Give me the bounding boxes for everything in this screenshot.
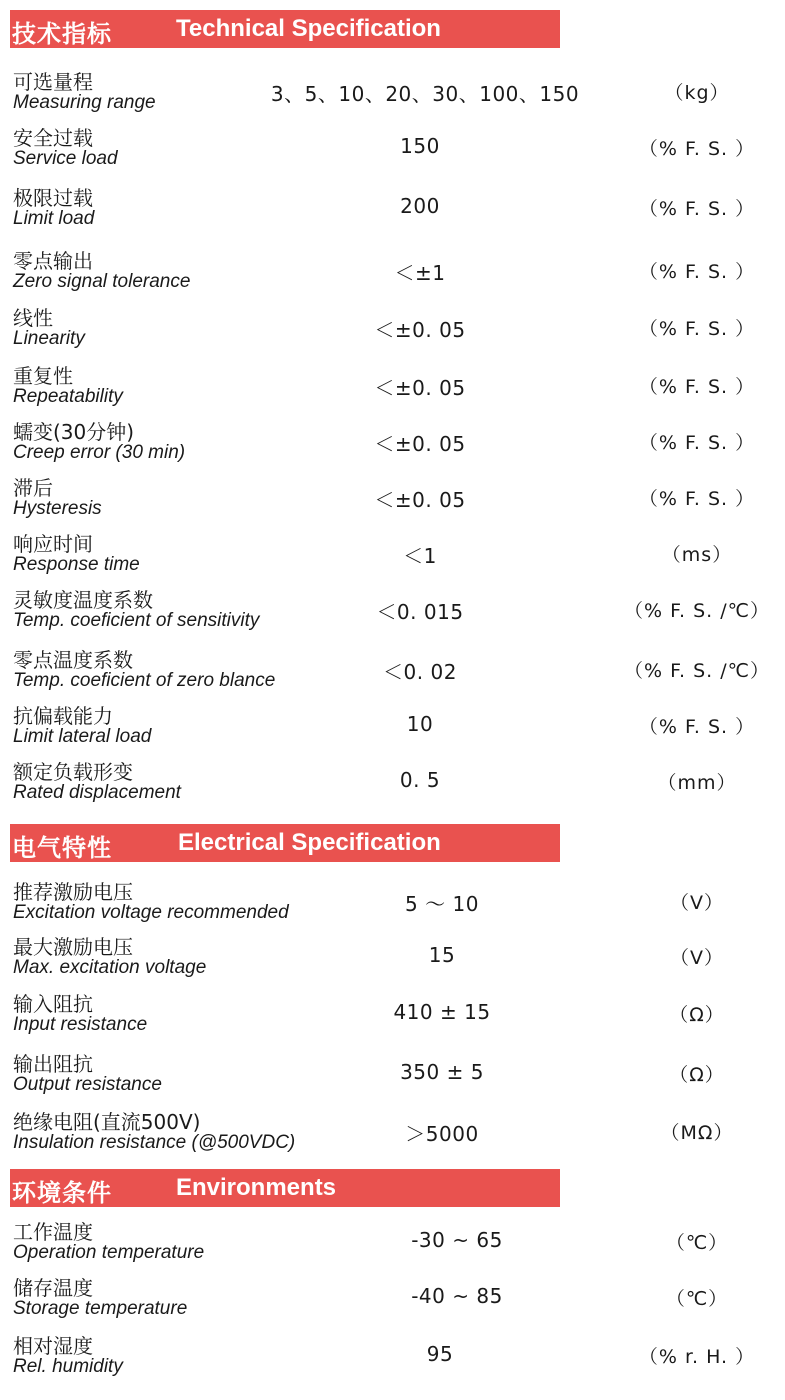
- spec-row-limit-load: [0, 182, 785, 238]
- spec-label-cn: 蠕变(30分钟): [13, 420, 135, 444]
- section-title-cn: 环境条件: [12, 1179, 112, 1207]
- spec-value: ＜0. 015: [376, 600, 464, 624]
- spec-label-en: Max. excitation voltage: [13, 957, 207, 978]
- section-title-en: Electrical Specification: [178, 829, 441, 856]
- spec-row-max-excitation: [0, 931, 785, 987]
- spec-unit: （% r. H. ）: [638, 1346, 756, 1368]
- spec-label-en: Measuring range: [13, 92, 156, 113]
- spec-label-en: Repeatability: [13, 386, 123, 407]
- section-header-technical: [10, 10, 560, 48]
- spec-row-measuring-range: [0, 66, 785, 122]
- spec-value: ＜0. 02: [383, 660, 457, 684]
- spec-value: 95: [426, 1342, 454, 1366]
- spec-value: ＜±0. 05: [374, 376, 466, 400]
- spec-label-cn: 额定负载形变: [13, 760, 133, 784]
- spec-label-cn: 最大激励电压: [13, 935, 133, 959]
- spec-value: 5 ～ 10: [405, 892, 479, 916]
- spec-label-en: Insulation resistance (@500VDC): [13, 1132, 296, 1153]
- spec-label-cn: 重复性: [13, 364, 73, 388]
- spec-unit: （% F. S. ）: [638, 318, 756, 340]
- spec-value: 410 ± 15: [393, 1000, 491, 1024]
- spec-value: 3、5、10、20、30、100、150: [270, 82, 580, 106]
- spec-label-cn: 相对湿度: [13, 1334, 93, 1358]
- spec-label-cn: 零点输出: [13, 249, 93, 273]
- spec-label-en: Creep error (30 min): [13, 442, 186, 463]
- spec-value: ＜±0. 05: [374, 488, 466, 512]
- spec-unit: （V）: [670, 892, 724, 914]
- spec-label-en: Service load: [13, 148, 118, 169]
- spec-row-zero-signal: [0, 245, 785, 301]
- spec-label-en: Response time: [13, 554, 140, 575]
- spec-value: ＜±0. 05: [374, 432, 466, 456]
- spec-row-lateral-load: [0, 700, 785, 756]
- spec-row-input-resistance: [0, 988, 785, 1044]
- spec-label-cn: 推荐激励电压: [13, 880, 133, 904]
- spec-row-output-resistance: [0, 1048, 785, 1104]
- spec-unit: （MΩ）: [660, 1122, 734, 1144]
- spec-unit: （% F. S. ）: [638, 198, 756, 220]
- section-title-cn: 技术指标: [12, 20, 112, 48]
- spec-label-en: Zero signal tolerance: [13, 271, 191, 292]
- spec-value: -30 ~ 65: [411, 1228, 503, 1252]
- spec-value: 200: [400, 194, 440, 218]
- spec-row-rel-humidity: [0, 1330, 785, 1386]
- spec-unit: （% F. S. ）: [638, 376, 756, 398]
- spec-unit: （Ω）: [669, 1004, 725, 1026]
- spec-unit: （% F. S. ）: [638, 716, 756, 738]
- spec-row-repeatability: [0, 360, 785, 416]
- spec-value: -40 ~ 85: [411, 1284, 503, 1308]
- spec-value: ＜1: [403, 544, 437, 568]
- spec-row-linearity: [0, 302, 785, 358]
- spec-row-creep-error: [0, 416, 785, 472]
- spec-value: 150: [400, 134, 440, 158]
- spec-unit: （℃）: [665, 1232, 729, 1254]
- spec-label-cn: 灵敏度温度系数: [13, 588, 153, 612]
- spec-label-cn: 极限过载: [13, 186, 93, 210]
- spec-label-en: Output resistance: [13, 1074, 162, 1095]
- spec-row-storage-temp: [0, 1272, 785, 1328]
- spec-row-hysteresis: [0, 472, 785, 528]
- spec-label-cn: 抗偏载能力: [13, 704, 113, 728]
- spec-label-cn: 可选量程: [13, 70, 93, 94]
- spec-label-en: Hysteresis: [13, 498, 102, 519]
- spec-unit: （% F. S. ）: [638, 261, 756, 283]
- spec-unit: （% F. S. ）: [638, 488, 756, 510]
- spec-label-en: Temp. coeficient of sensitivity: [13, 610, 260, 631]
- section-header-environments: [10, 1169, 560, 1207]
- spec-label-cn: 滞后: [13, 476, 53, 500]
- spec-label-en: Input resistance: [13, 1014, 148, 1035]
- spec-label-cn: 线性: [13, 306, 53, 330]
- spec-value: 0. 5: [399, 768, 441, 792]
- spec-row-insulation-resistance: [0, 1106, 785, 1162]
- spec-value: ＞5000: [405, 1122, 479, 1146]
- spec-label-en: Operation temperature: [13, 1242, 205, 1263]
- spec-row-operation-temp: [0, 1216, 785, 1272]
- spec-unit: （V）: [670, 947, 724, 969]
- spec-unit: （% F. S. /℃）: [624, 600, 770, 622]
- spec-value: ＜±1: [394, 261, 446, 285]
- spec-row-temp-sensitivity: [0, 584, 785, 640]
- spec-value: 10: [406, 712, 434, 736]
- spec-label-cn: 响应时间: [13, 532, 93, 556]
- spec-row-rated-displacement: [0, 756, 785, 812]
- spec-label-en: Limit lateral load: [13, 726, 152, 747]
- spec-row-service-load: [0, 122, 785, 178]
- spec-label-cn: 工作温度: [13, 1220, 93, 1244]
- section-title-en: Technical Specification: [176, 15, 441, 42]
- spec-label-en: Limit load: [13, 208, 95, 229]
- spec-unit: （% F. S. /℃）: [624, 660, 770, 682]
- spec-label-cn: 安全过载: [13, 126, 93, 150]
- spec-value: 350 ± 5: [400, 1060, 484, 1084]
- spec-label-en: Storage temperature: [13, 1298, 188, 1319]
- spec-row-temp-zero: [0, 644, 785, 700]
- spec-unit: （kg）: [664, 82, 730, 104]
- spec-label-cn: 储存温度: [13, 1276, 93, 1300]
- spec-unit: （mm）: [657, 772, 737, 794]
- section-title-en: Environments: [176, 1174, 337, 1201]
- spec-label-cn: 绝缘电阻(直流500V): [13, 1110, 201, 1134]
- spec-value: 15: [428, 943, 456, 967]
- spec-unit: （Ω）: [669, 1064, 725, 1086]
- spec-label-cn: 零点温度系数: [13, 648, 133, 672]
- spec-value: ＜±0. 05: [374, 318, 466, 342]
- spec-unit: （℃）: [665, 1288, 729, 1310]
- spec-unit: （% F. S. ）: [638, 138, 756, 160]
- spec-label-cn: 输入阻抗: [13, 992, 93, 1016]
- spec-label-en: Temp. coeficient of zero blance: [13, 670, 276, 691]
- spec-row-excitation-recommended: [0, 876, 785, 932]
- spec-label-en: Rated displacement: [13, 782, 181, 803]
- spec-unit: （% F. S. ）: [638, 432, 756, 454]
- spec-label-en: Linearity: [13, 328, 85, 349]
- spec-row-response-time: [0, 528, 785, 584]
- spec-label-cn: 输出阻抗: [13, 1052, 93, 1076]
- section-title-cn: 电气特性: [12, 834, 112, 862]
- spec-label-en: Rel. humidity: [13, 1356, 123, 1377]
- section-header-electrical: [10, 824, 560, 862]
- spec-unit: （ms）: [661, 544, 733, 566]
- spec-label-en: Excitation voltage recommended: [13, 902, 289, 923]
